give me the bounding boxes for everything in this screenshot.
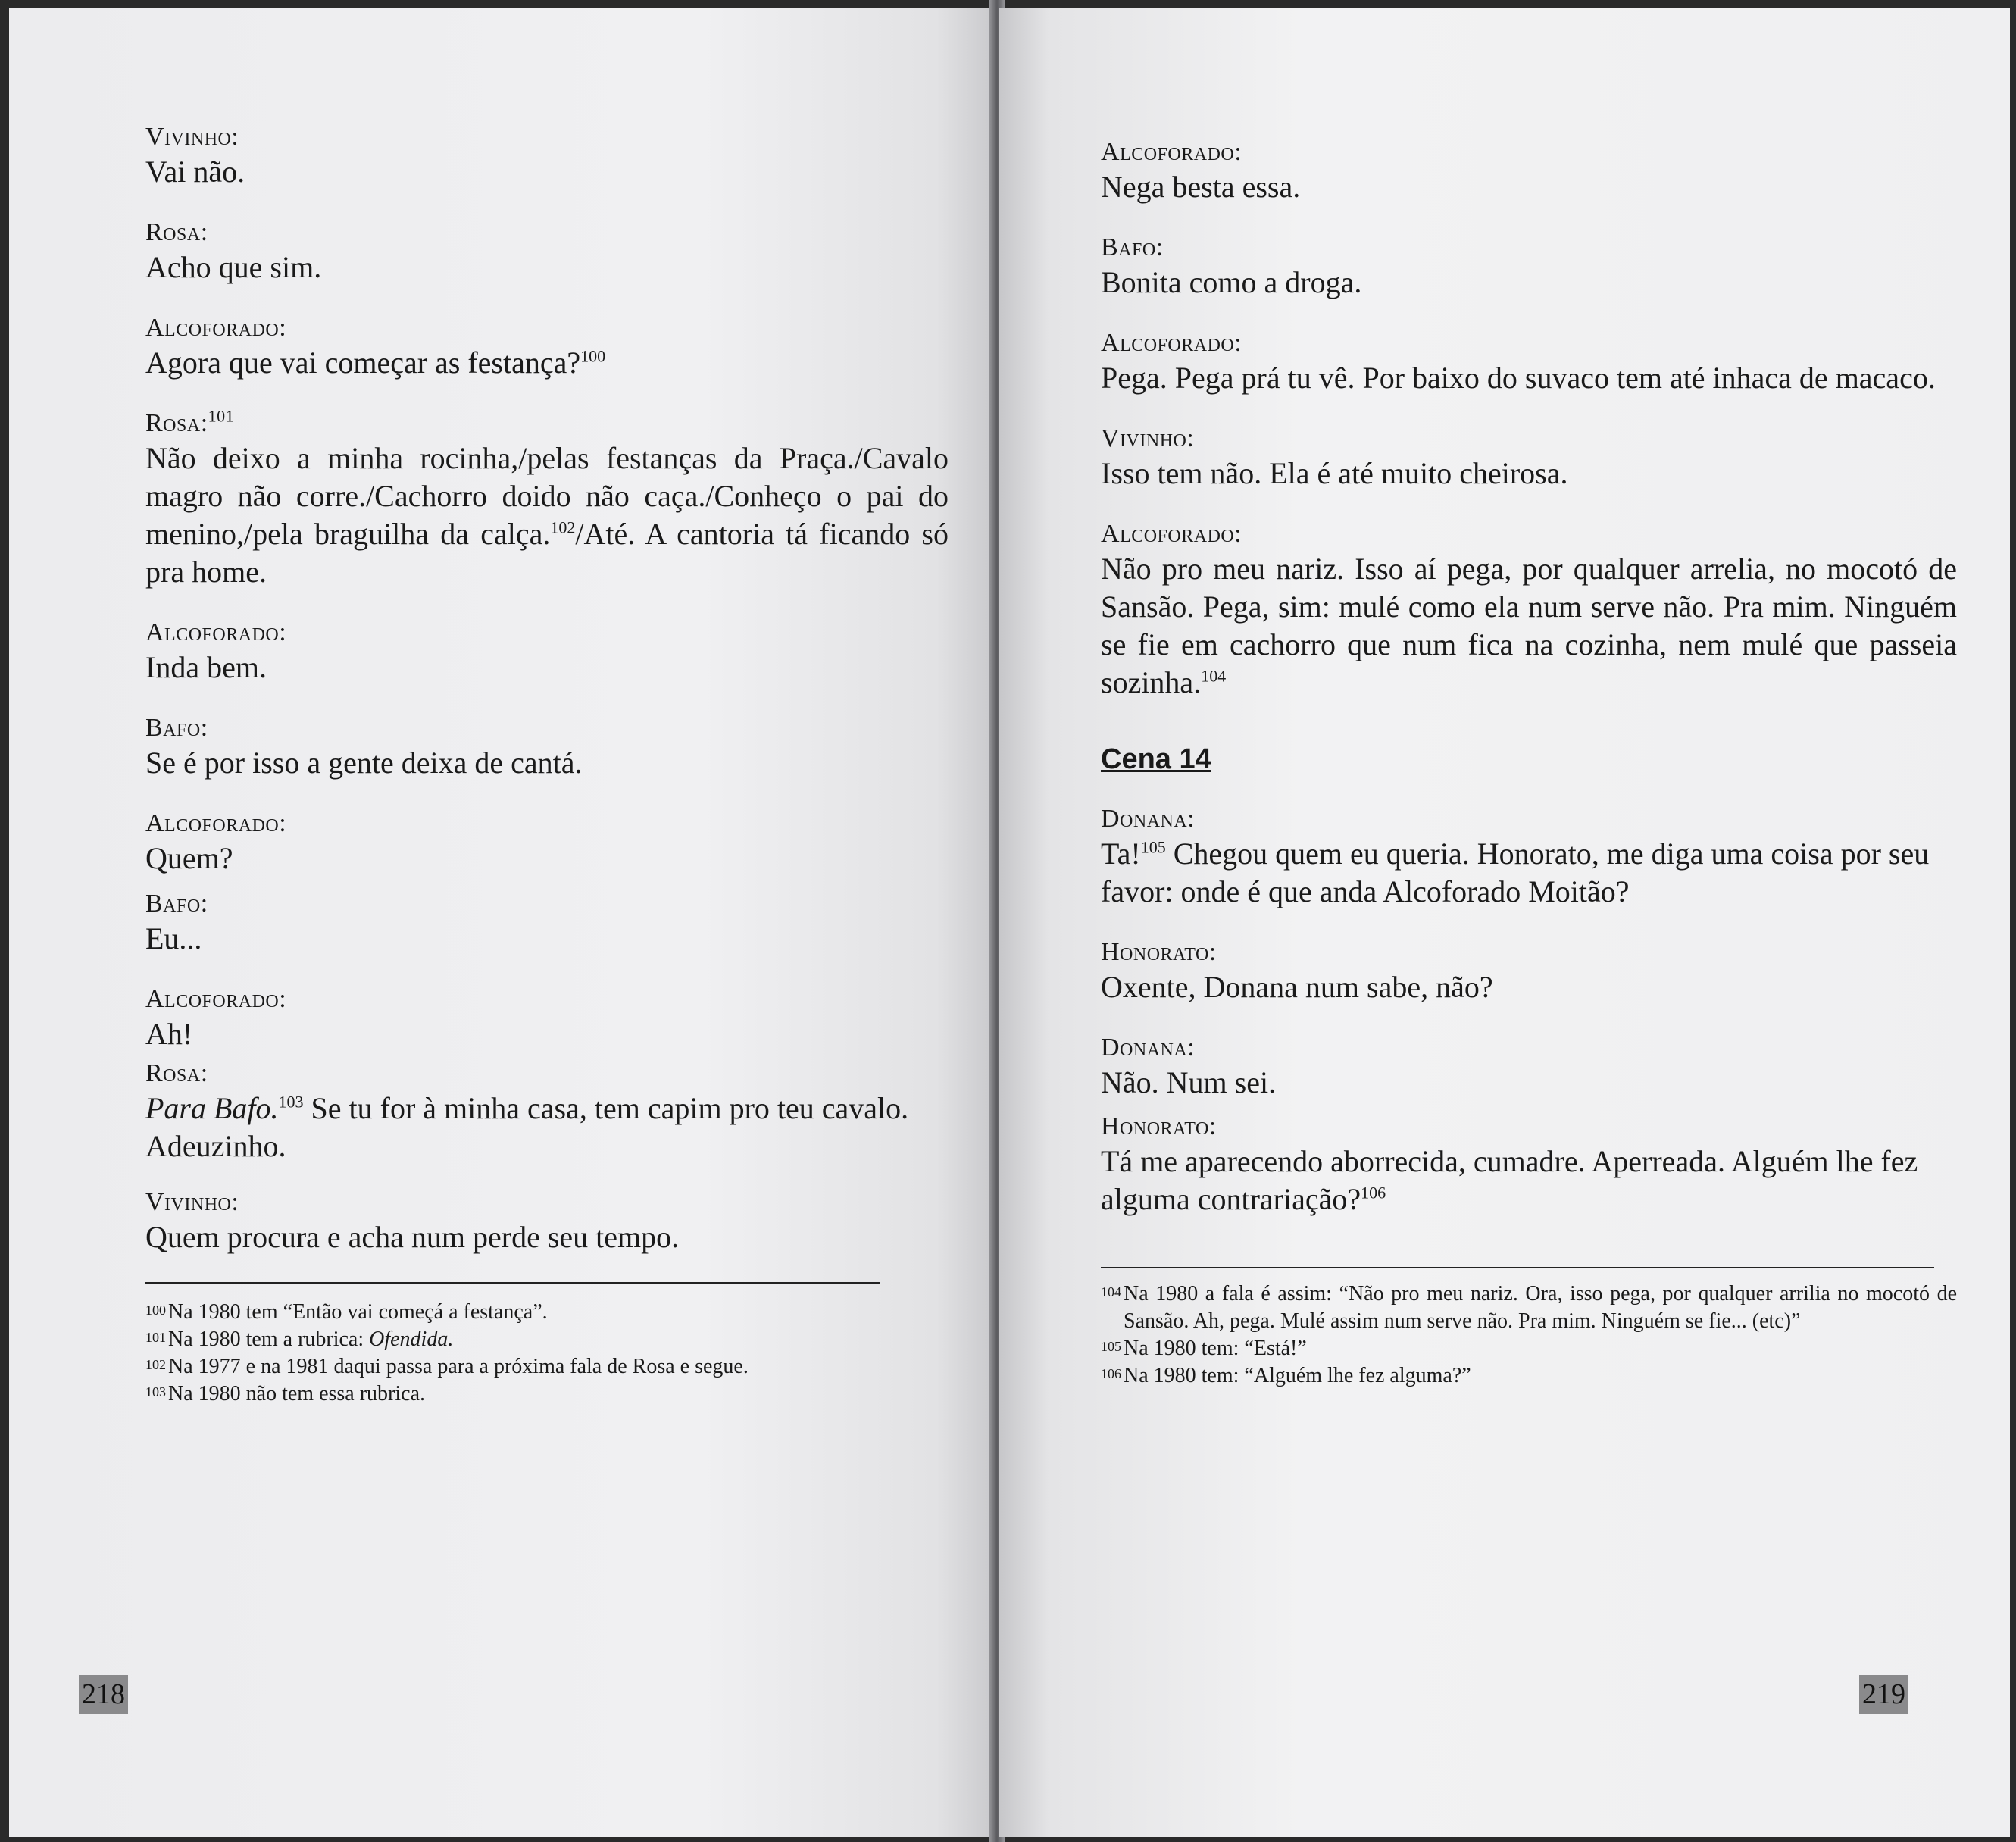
dialogue-text-continued: /Até. A cantoria tá ficando só pra home. xyxy=(145,517,949,589)
speaker-name: Vivinho: xyxy=(145,123,239,151)
dialogue-block xyxy=(1101,423,1957,493)
footnote-separator xyxy=(145,1282,880,1284)
footnote xyxy=(145,1381,949,1408)
speaker-name: Vivinho: xyxy=(145,1188,239,1216)
dialogue-block xyxy=(145,1187,949,1256)
dialogue-line: Acho que sim. xyxy=(145,250,322,284)
dialogue-text: Não pro meu nariz. Isso aí pega, por qualquer arrelia, no mocotó de Sansão. Pega, sim: mulé como ela num serve não. Pra mim. Ninguém se fie em cachorro que num fica na cozinha, nem mulé que passeia sozinha. xyxy=(1101,552,1957,699)
speaker-name: Alcoforado: xyxy=(1101,520,1242,548)
dialogue-line: Quem procura e acha num perde seu tempo. xyxy=(145,1220,680,1254)
dialogue-line: Quem? xyxy=(145,841,233,875)
dialogue-block xyxy=(1101,937,1957,1006)
footnote-text: Na 1980 tem: “Alguém lhe fez alguma?” xyxy=(1124,1364,1471,1387)
dialogue-line xyxy=(1101,550,1957,702)
footnote xyxy=(1101,1335,1957,1362)
footnotes xyxy=(1101,1281,1957,1390)
speaker-name: Rosa: xyxy=(145,218,208,246)
speaker-name: Bafo: xyxy=(145,714,208,742)
dialogue-line xyxy=(145,439,949,591)
dialogue-line xyxy=(1101,1143,1957,1218)
dialogue-line: Eu... xyxy=(145,921,202,955)
dialogue-block xyxy=(145,217,949,286)
speaker-name: Donana: xyxy=(1101,1034,1196,1062)
speaker-name: Alcoforado: xyxy=(1101,138,1242,166)
footnote-number: 103 xyxy=(145,1384,166,1399)
footnote-ref: 106 xyxy=(1361,1183,1386,1202)
footnote-text: Na 1980 não tem essa rubrica. xyxy=(168,1382,425,1406)
footnote xyxy=(1101,1281,1957,1335)
dialogue-text-continued: Chegou quem eu queria. Honorato, me diga uma coisa por seu favor: onde é que anda Alcoforado Moitão? xyxy=(1101,837,1930,908)
dialogue-block xyxy=(1101,136,1957,206)
dialogue-line: Nega besta essa. xyxy=(1101,170,1301,204)
left-page xyxy=(9,8,995,1837)
footnote xyxy=(145,1353,949,1381)
dialogue-line: Ah! xyxy=(145,1017,193,1051)
dialogue-text: Tá me aparecendo aborrecida, cumadre. Aperreada. Alguém lhe fez alguma contrariação? xyxy=(1101,1144,1918,1216)
footnote-separator xyxy=(1101,1267,1934,1268)
speaker-name: Honorato: xyxy=(1101,938,1217,966)
footnote-number: 102 xyxy=(145,1357,166,1372)
speaker-name: Rosa: xyxy=(145,1059,208,1087)
footnote-ref: 100 xyxy=(580,346,606,366)
footnotes xyxy=(145,1299,949,1408)
dialogue-line: Inda bem. xyxy=(145,650,267,684)
footnote-number: 101 xyxy=(145,1330,166,1345)
dialogue-block xyxy=(145,1058,949,1165)
dialogue-text: Não deixo a minha rocinha,/pelas festanças da Praça./Cavalo magro não corre./Cachorro doido não caça./Conheço o pai do menino,/pela braguilha da calça. xyxy=(145,441,949,551)
right-page xyxy=(999,8,2010,1837)
dialogue-line: Isso tem não. Ela é até muito cheirosa. xyxy=(1101,456,1568,490)
footnote-ref: 102 xyxy=(550,518,576,537)
speaker-name: Alcoforado: xyxy=(145,809,287,837)
page-number: 219 xyxy=(1859,1675,1908,1714)
scene-title: Cena 14 xyxy=(1101,743,1211,775)
dialogue-block xyxy=(145,617,949,686)
footnote-ref: 101 xyxy=(208,406,235,426)
speaker-name: Donana: xyxy=(1101,805,1196,833)
speaker-name: Alcoforado: xyxy=(145,618,287,646)
dialogue-block xyxy=(1101,327,1957,397)
footnote xyxy=(145,1326,949,1353)
footnote-text: Na 1977 e na 1981 daqui passa para a próxima fala de Rosa e segue. xyxy=(168,1355,749,1378)
speaker-name: Bafo: xyxy=(145,890,208,918)
dialogue-line xyxy=(1101,835,1957,911)
dialogue-block xyxy=(145,808,949,877)
dialogue-line: Bonita como a droga. xyxy=(1101,265,1362,299)
dialogue-text: Ta! xyxy=(1101,837,1141,871)
right-page-dialogue xyxy=(1101,136,1957,1390)
dialogue-text: Agora que vai começar as festança? xyxy=(145,346,581,380)
dialogue-line: Não. Num sei. xyxy=(1101,1065,1277,1099)
dialogue-block xyxy=(145,312,949,382)
dialogue-block xyxy=(1101,518,1957,702)
dialogue-block xyxy=(1101,1111,1957,1218)
footnote-ref: 103 xyxy=(278,1092,304,1112)
footnote-text: Na 1980 tem “Então vai começá a festança”. xyxy=(168,1300,548,1324)
speaker-label: Rosa: xyxy=(145,409,208,437)
dialogue-line xyxy=(145,1090,949,1165)
dialogue-line xyxy=(145,344,949,382)
footnote-text: Na 1980 a fala é assim: “Não pro meu nariz. Ora, isso pega, por qualquer arrilia no mocotó de Sansão. Ah, pega. Mulé assim num serve não. Pra mim. Ninguém se fie... (etc)” xyxy=(1124,1282,1957,1333)
dialogue-text: Se tu for à minha casa, tem capim pro teu cavalo. Adeuzinho. xyxy=(145,1091,909,1163)
dialogue-block xyxy=(145,888,949,958)
speaker-name: Alcoforado: xyxy=(145,985,287,1013)
dialogue-block xyxy=(1101,232,1957,302)
dialogue-line: Se é por isso a gente deixa de cantá. xyxy=(145,746,583,780)
left-page-dialogue xyxy=(145,121,949,1408)
dialogue-block xyxy=(1101,803,1957,911)
stage-direction: Para Bafo. xyxy=(145,1091,279,1125)
footnote-text xyxy=(168,1326,949,1353)
dialogue-block xyxy=(145,712,949,782)
footnote-ref: 105 xyxy=(1140,837,1166,857)
dialogue-block xyxy=(145,984,949,1053)
footnote-number: 106 xyxy=(1101,1366,1121,1381)
dialogue-block xyxy=(145,408,949,591)
dialogue-line: Pega. Pega prá tu vê. Por baixo do suvaco tem até inhaca de macaco. xyxy=(1101,361,1936,395)
dialogue-block xyxy=(1101,1032,1957,1102)
footnote-number: 104 xyxy=(1101,1284,1121,1299)
footnote-number: 105 xyxy=(1101,1339,1121,1354)
speaker-name: Honorato: xyxy=(1101,1112,1217,1140)
footnote xyxy=(1101,1362,1957,1390)
dialogue-block xyxy=(145,121,949,191)
footnote-ref: 104 xyxy=(1201,666,1227,686)
speaker-name: Bafo: xyxy=(1101,233,1164,261)
dialogue-line: Vai não. xyxy=(145,155,245,189)
speaker-name: Alcoforado: xyxy=(145,314,287,342)
page-number: 218 xyxy=(79,1675,128,1714)
dialogue-line: Oxente, Donana num sabe, não? xyxy=(1101,970,1493,1004)
footnote-number: 100 xyxy=(145,1303,166,1318)
speaker-name xyxy=(145,408,949,439)
speaker-name: Alcoforado: xyxy=(1101,329,1242,357)
footnote xyxy=(145,1299,949,1326)
footnote-text: Na 1980 tem: “Está!” xyxy=(1124,1337,1307,1360)
footnote-text-part: Na 1980 tem a rubrica: xyxy=(168,1328,370,1351)
footnote-italic: Ofendida. xyxy=(369,1328,454,1351)
speaker-name: Vivinho: xyxy=(1101,424,1195,452)
